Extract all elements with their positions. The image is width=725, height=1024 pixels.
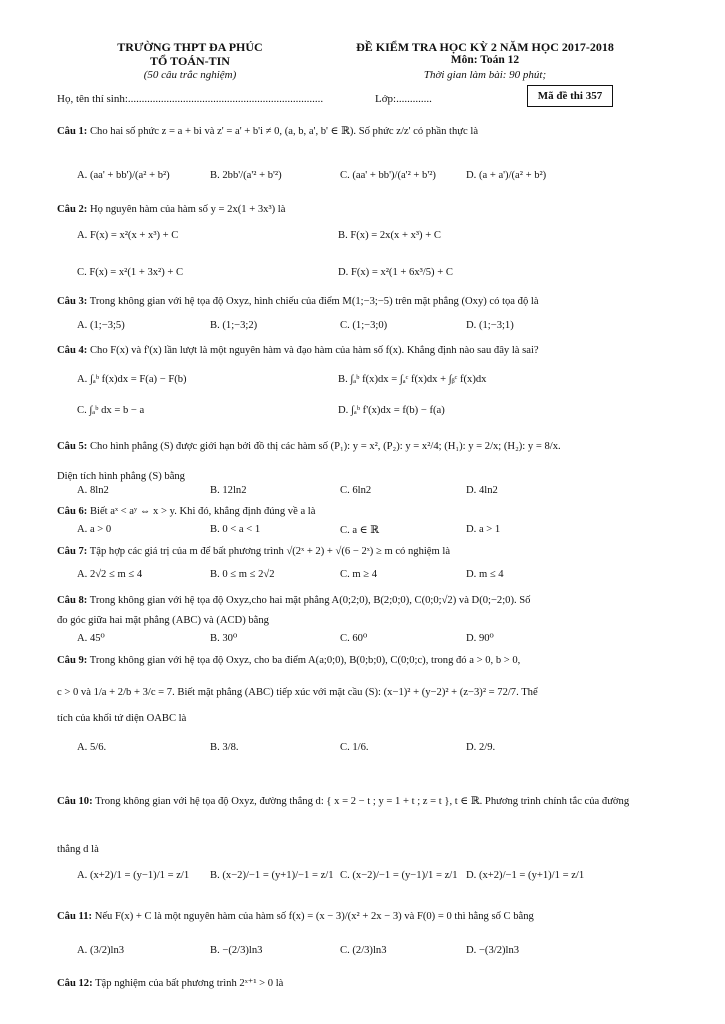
q7-option-a[interactable]: A. 2√2 ≤ m ≤ 4 xyxy=(77,569,143,580)
q8-option-a[interactable]: A. 45⁰ xyxy=(77,633,105,644)
question-3 xyxy=(57,295,677,309)
student-name-line: Họ, tên thí sinh:....................................................................... xyxy=(57,93,324,105)
q10-option-a[interactable]: A. (x+2)/1 = (y−1)/1 = z/1 xyxy=(77,870,190,881)
question-6-text: Biết aˣ < aʸ ⇔ x > y. Khi đó, khẳng định đúng về a là xyxy=(89,506,316,517)
question-2 xyxy=(57,203,677,217)
q7-option-d[interactable]: D. m ≤ 4 xyxy=(466,569,504,580)
q4-option-c[interactable]: C. ∫ₐᵇ dx = b − a xyxy=(77,405,145,416)
question-7-text: Tập hợp các giá trị của m để bất phương trình √(2ˣ + 2) + √(6 − 2ˣ) ≥ m có nghiệm là xyxy=(89,546,451,557)
question-10-text: Trong không gian với hệ tọa độ Oxyz, đường thẳng d: { x = 2 − t ; y = 1 + t ; z = t }, t ∈ ℝ. Phương trình chính tắc của đường xyxy=(95,796,630,807)
question-3-number: Câu 3: xyxy=(57,296,88,307)
q8-option-c[interactable]: C. 60⁰ xyxy=(340,633,368,644)
q1-option-c[interactable]: C. (aa' + bb')/(a'² + b'²) xyxy=(340,170,436,181)
q6-option-a[interactable]: A. a > 0 xyxy=(77,524,112,535)
q3-option-c[interactable]: C. (1;−3;0) xyxy=(340,320,388,331)
exam-title: ĐỀ KIỂM TRA HỌC KỲ 2 NĂM HỌC 2017-2018 xyxy=(356,40,614,54)
q6-option-c[interactable]: C. a ∈ ℝ xyxy=(340,525,380,536)
q7-option-b[interactable]: B. 0 ≤ m ≤ 2√2 xyxy=(210,569,275,580)
exam-subject: Môn: Toán 12 xyxy=(450,54,520,66)
q4-option-a[interactable]: A. ∫ₐᵇ f(x)dx = F(a) − F(b) xyxy=(77,374,187,385)
question-12-number: Câu 12: xyxy=(57,978,93,989)
question-count-note: (50 câu trắc nghiệm) xyxy=(143,69,237,81)
school-name: TRƯỜNG THPT ĐA PHÚC xyxy=(117,40,263,54)
q2-option-c[interactable]: C. F(x) = x²(1 + 3x²) + C xyxy=(77,267,184,278)
department-name: TỔ TOÁN-TIN xyxy=(150,54,230,68)
q5-option-c[interactable]: C. 6ln2 xyxy=(340,485,372,496)
question-1-text: Cho hai số phức z = a + bi và z' = a' + b'i ≠ 0, (a, b, a', b' ∈ ℝ). Số phức z/z' có phần thực là xyxy=(89,126,479,137)
exam-code: Mã đề thi 357 xyxy=(537,90,603,102)
q5-option-d[interactable]: D. 4ln2 xyxy=(466,485,498,496)
q6-option-d[interactable]: D. a > 1 xyxy=(466,524,501,535)
q9-option-a[interactable]: A. 5/6. xyxy=(77,742,107,753)
q4-option-d[interactable]: D. ∫ₐᵇ f'(x)dx = f(b) − f(a) xyxy=(338,405,445,416)
q2-option-b[interactable]: B. F(x) = 2x(x + x³) + C xyxy=(338,230,441,241)
question-12-text: Tập nghiệm của bất phương trình 2ˣ⁺¹ > 0 là xyxy=(95,978,284,989)
q9-option-b[interactable]: B. 3/8. xyxy=(210,742,239,753)
question-8-number: Câu 8: xyxy=(57,595,88,606)
q1-option-a[interactable]: A. (aa' + bb')/(a² + b²) xyxy=(77,170,170,181)
q3-option-d[interactable]: D. (1;−3;1) xyxy=(466,320,514,331)
question-4 xyxy=(57,344,677,358)
question-4-text: Cho F(x) và f'(x) lần lượt là một nguyên hàm và đạo hàm của hàm số f(x). Khẳng định nào sau đây là sai? xyxy=(89,345,539,356)
question-5-text: Cho hình phẳng (S) được giới hạn bởi đồ thị các hàm số (P₁): y = x², (P₂): y = x²/4; (H₁): y = 2/x; (H₂): y = 8/x. xyxy=(89,441,561,452)
question-8-line-2: đo góc giữa hai mặt phẳng (ABC) và (ACD) bằng xyxy=(57,615,269,626)
question-2-number: Câu 2: xyxy=(57,204,88,215)
question-9-text: Trong không gian với hệ tọa độ Oxyz, cho ba điểm A(a;0;0), B(0;b;0), C(0;0;c), trong đó a > 0, b > 0, xyxy=(89,655,521,666)
question-1 xyxy=(57,125,677,139)
question-4-number: Câu 4: xyxy=(57,345,88,356)
question-8 xyxy=(57,594,677,608)
q2-option-d[interactable]: D. F(x) = x²(1 + 6x³/5) + C xyxy=(338,267,453,278)
q9-option-d[interactable]: D. 2/9. xyxy=(466,742,496,753)
exam-duration: Thời gian làm bài: 90 phút; xyxy=(423,69,547,81)
exam-code-box xyxy=(527,85,613,107)
q8-option-d[interactable]: D. 90⁰ xyxy=(466,633,494,644)
q10-option-d[interactable]: D. (x+2)/−1 = (y+1)/1 = z/1 xyxy=(466,870,585,881)
question-12 xyxy=(57,977,677,991)
question-6 xyxy=(57,505,677,519)
question-5 xyxy=(57,440,677,454)
q1-option-d[interactable]: D. (a + a')/(a² + b²) xyxy=(466,170,547,181)
q11-option-c[interactable]: C. (2/3)ln3 xyxy=(340,945,387,956)
q3-option-a[interactable]: A. (1;−3;5) xyxy=(77,320,125,331)
q10-option-b[interactable]: B. (x−2)/−1 = (y+1)/−1 = z/1 xyxy=(210,870,334,881)
question-7 xyxy=(57,545,677,559)
question-11-number: Câu 11: xyxy=(57,911,93,922)
question-1-number: Câu 1: xyxy=(57,126,88,137)
question-9-line-2: c > 0 và 1/a + 2/b + 3/c = 7. Biết mặt phẳng (ABC) tiếp xúc với mặt cầu (S): (x−1)² + (y−2)² + (z−3)² = 72/7. Thể xyxy=(57,687,538,698)
class-line: Lớp:............. xyxy=(375,93,432,105)
q5-option-b[interactable]: B. 12ln2 xyxy=(210,485,247,496)
question-7-number: Câu 7: xyxy=(57,546,88,557)
question-3-text: Trong không gian với hệ tọa độ Oxyz, hình chiếu của điểm M(1;−3;−5) trên mặt phẳng (Oxy) có tọa độ là xyxy=(89,296,539,307)
q4-option-b[interactable]: B. ∫ₐᵇ f(x)dx = ∫ₐᶜ f(x)dx + ∫ᵦᶜ f(x)dx xyxy=(338,374,487,385)
question-11 xyxy=(57,910,677,924)
q6-option-b[interactable]: B. 0 < a < 1 xyxy=(210,524,261,535)
q11-option-b[interactable]: B. −(2/3)ln3 xyxy=(210,945,263,956)
q11-option-d[interactable]: D. −(3/2)ln3 xyxy=(466,945,520,956)
q9-option-c[interactable]: C. 1/6. xyxy=(340,742,369,753)
q3-option-b[interactable]: B. (1;−3;2) xyxy=(210,320,258,331)
q5-option-a[interactable]: A. 8ln2 xyxy=(77,485,109,496)
question-9-number: Câu 9: xyxy=(57,655,88,666)
question-5-line-2: Diện tích hình phẳng (S) bằng xyxy=(57,471,185,482)
question-10-number: Câu 10: xyxy=(57,796,93,807)
q7-option-c[interactable]: C. m ≥ 4 xyxy=(340,569,378,580)
q8-option-b[interactable]: B. 30⁰ xyxy=(210,633,238,644)
question-10 xyxy=(57,795,677,809)
question-6-number: Câu 6: xyxy=(57,506,88,517)
question-9 xyxy=(57,654,677,668)
q2-option-a[interactable]: A. F(x) = x²(x + x³) + C xyxy=(77,230,179,241)
question-5-number: Câu 5: xyxy=(57,441,88,452)
question-10-line-2: thẳng d là xyxy=(57,844,99,855)
q11-option-a[interactable]: A. (3/2)ln3 xyxy=(77,945,125,956)
question-11-text: Nếu F(x) + C là một nguyên hàm của hàm số f(x) = (x − 3)/(x² + 2x − 3) và F(0) = 0 thì hằng số C bằng xyxy=(94,911,534,922)
question-9-line-3: tích của khối tứ diện OABC là xyxy=(57,713,187,724)
q1-option-b[interactable]: B. 2bb'/(a'² + b'²) xyxy=(210,170,282,181)
q10-option-c[interactable]: C. (x−2)/−1 = (y−1)/1 = z/1 xyxy=(340,870,458,881)
question-2-text: Họ nguyên hàm của hàm số y = 2x(1 + 3x³) là xyxy=(89,204,286,215)
question-8-text: Trong không gian với hệ tọa độ Oxyz,cho hai mặt phẳng A(0;2;0), B(2;0;0), C(0;0;√2) và D(0;−2;0). Số xyxy=(89,595,531,606)
